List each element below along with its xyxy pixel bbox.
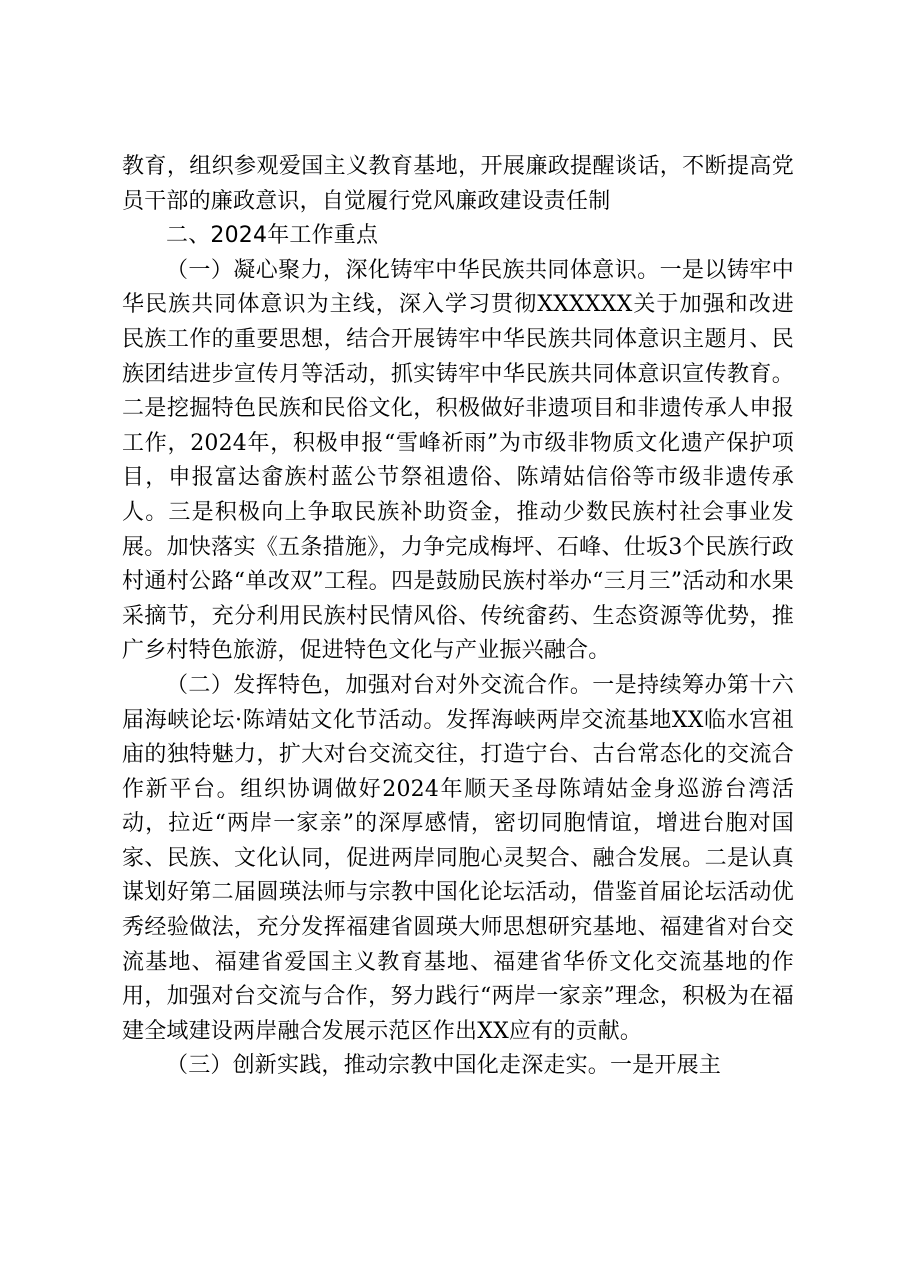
section-2-lead: （二）发挥特色，加强对台对外交流合作。 — [166, 672, 593, 698]
section-1-body: 一是以铸牢中华民族共同体意识为主线，深入学习贯彻XXXXXX关于加强和改进民族工作的重要思想，结合开展铸牢中华民族共同体意识主题月、民族团结进步宣传月等活动，抓实铸牢中华民族共同体意识宣传教育。二是挖掘特色民族和民俗文化，积极做好非遗项目和非遗传承人申报工作，2024年，积极申报“雪峰祈雨”为市级非物质文化遗产保护项目，申报富达畲族村蓝公节祭祖遗俗、陈靖姑信俗等市级非遗传承人。三是积极向上争取民族补助资金，推动少数民族村社会事业发展。加快落实《五条措施》，力争完成梅坪、石峰、仕坂3个民族行政村通村公路“单改双”工程。四是鼓励民族村举办“三月三”活动和水果采摘节，充分利用民族村民情风俗、传统畲药、生态资源等优势，推广乡村特色旅游，促进特色文化与产业振兴融合。 — [122, 257, 794, 664]
paragraph-section-2 — [122, 669, 794, 1050]
section-heading: 二、2024年工作重点 — [166, 223, 379, 249]
section-1-lead: （一）凝心聚力，深化铸牢中华民族共同体意识。 — [166, 257, 660, 283]
document-body — [122, 150, 794, 1084]
paragraph-section-1 — [122, 254, 794, 669]
paragraph-section-3 — [122, 1049, 794, 1084]
section-3-body: 一是开展主 — [610, 1053, 722, 1079]
section-3-lead: （三）创新实践，推动宗教中国化走深走实。 — [166, 1053, 611, 1079]
continued-paragraph: 教育，组织参观爱国主义教育基地，开展廉政提醒谈话，不断提高党员干部的廉政意识，自觉履行党风廉政建设责任制 — [122, 154, 794, 214]
section-2-body: 一是持续筹办第十六届海峡论坛·陈靖姑文化节活动。发挥海峡两岸交流基地XX临水宫祖庙的独特魅力，扩大对台交流交往，打造宁台、古台常态化的交流合作新平台。组织协调做好2024年顺天圣母陈靖姑金身巡游台湾活动，拉近“两岸一家亲”的深厚感情，密切同胞情谊，增进台胞对国家、民族、文化认同，促进两岸同胞心灵契合、融合发展。二是认真谋划好第二届圆瑛法师与宗教中国化论坛活动，借鉴首届论坛活动优秀经验做法，充分发挥福建省圆瑛大师思想研究基地、福建省对台交流基地、福建省爱国主义教育基地、福建省华侨文化交流基地的作用，加强对台交流与合作，努力践行“两岸一家亲”理念，积极为在福建全域建设两岸融合发展示范区作出XX应有的贡献。 — [122, 672, 794, 1044]
